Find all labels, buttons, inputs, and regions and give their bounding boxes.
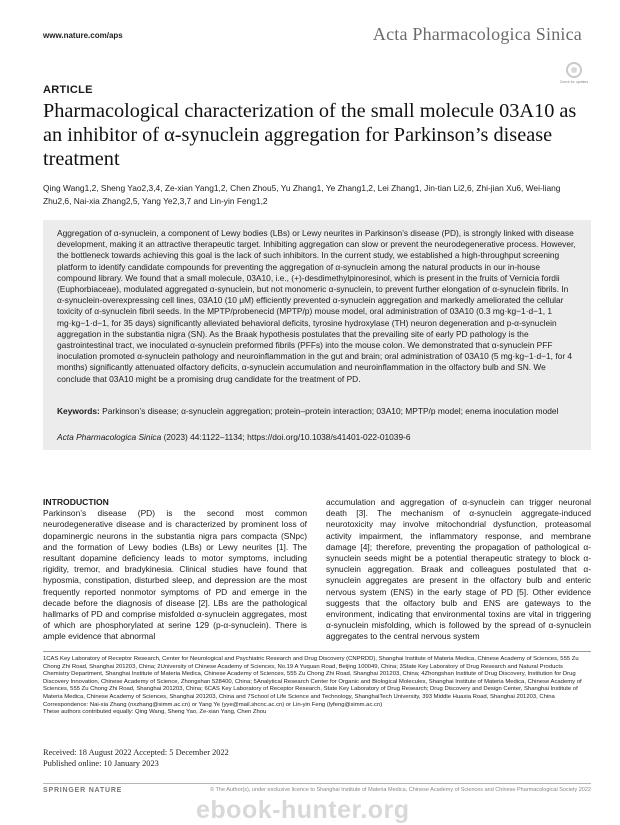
body-left-column bbox=[43, 497, 307, 643]
site-url[interactable]: www.nature.com/aps bbox=[43, 31, 123, 40]
citation-journal: Acta Pharmacologica Sinica bbox=[57, 432, 162, 442]
check-for-updates-label: Check for updates bbox=[559, 80, 589, 84]
abstract-text: Aggregation of α-synuclein, a component of Lewy bodies (LBs) or Lewy neurites in Parkinson’s disease (PD), is strongly linked with disease development, making it an attractive therapeutic target. Inhibiting aggregation can slow or prevent the neurodegenerative process. However, the bottleneck towards achieving this goal is the lack of such inhibitors. In the current study, we established a high-throughput screening platform to identify candidate compounds for preventing the aggregation of α-synuclein among the natural products in our in-house compound library. We found that a small molecule, 03A10, i.e., (+)-desdimethylpinoresinol, which is present in the fruits of Vernicia fordii (Euphorbiaceae), modulated aggregated α-synuclein, but not monomeric α-synuclein, to prevent further elongation of α-synuclein fibrils. In α-synuclein-overexpressing cell lines, 03A10 (10 μM) efficiently prevented α-synuclein aggregation and markedly ameliorated the cellular toxicity of α-synuclein fibril seeds. In the MPTP/probenecid (MPTP/p) mouse model, oral administration of 03A10 (0.3 mg·kg−1·d−1, 1 mg·kg−1·d−1, for 35 days) significantly alleviated behavioral deficits, tyrosine hydroxylase (TH) neuron degeneration and p-α-synuclein aggregation in the substantia nigra (SN). As the Braak hypothesis postulates that the prevailing site of early PD pathology is the gastrointestinal tract, we inoculated α-synuclein preformed fibrils (PFFs) into the mouse colon. We demonstrated that α-synuclein PFF inoculation promoted α-synuclein pathology and neuroinflammation in the gut and brain; oral administration of 03A10 (5 mg·kg−1·d−1, for 4 months) significantly attenuated olfactory deficits, α-synuclein accumulation and neuroinflammation in the olfactory bulb and SN. We conclude that 03A10 might be a promising drug candidate for the treatment of PD. bbox=[57, 228, 576, 384]
intro-text-left: Parkinson’s disease (PD) is the second most common neurodegenerative disease and is characterized by prominent loss of dopaminergic neurons in the substantia nigra pars compacta (SNpc) and the formation of Lewy bodies (LBs) or Lewy neurites [1]. The resultant dopamine deficiency leads to motor symptoms, including rigidity, tremor, and bradykinesia. Clinical studies have found that hyposmia, constipation, disturbed sleep, and depression are the most frequently reported nonmotor symptoms of PD and emerge in the decade before the diagnosis of disease [2]. LBs are the pathological hallmarks of PD and comprise misfolded α-synuclein aggregates, most of which are phosphorylated at serine 129 (p-α-synuclein). There is ample evidence that abnormal bbox=[43, 508, 307, 642]
publication-dates bbox=[43, 748, 229, 769]
intro-heading: INTRODUCTION bbox=[43, 497, 109, 507]
citation bbox=[57, 432, 579, 442]
article-title: Pharmacological characterization of the small molecule 03A10 as an inhibitor of α-synuclein aggregation for Parkinson’s disease treatment bbox=[43, 100, 577, 170]
article-type-label: ARTICLE bbox=[43, 84, 93, 96]
intro-text-right: accumulation and aggregation of α-synuclein can trigger neuronal death [3]. The mechanism of α-synuclein aggregate-induced neurotoxicity may involve mitochondrial dysfunction, proteasomal activity impairment, the inflammatory response, and membrane damage [4]; therefore, preventing the propagation of pathological α-synuclein seeds might be a potential therapeutic strategy to block α-synuclein aggregation. Braak and colleagues postulated that α-synuclein aggregates are present in the olfactory bulb and enteric nervous system (ENS) in the early stage of PD [5]. Other evidence suggests that the olfactory bulb and ENS are gateways to the environment, indicating that environmental toxins are vital in triggering α-synuclein misfolding, which is followed by the spread of α-synuclein aggregates to the central nervous system bbox=[326, 497, 591, 642]
keywords-list: Parkinson’s disease; α-synuclein aggregation; protein–protein interaction; 03A10; MPTP/p model; enema inoculation model bbox=[102, 406, 559, 416]
received-accepted: Received: 18 August 2022 Accepted: 5 December 2022 bbox=[43, 748, 229, 757]
copyright: © The Author(s), under exclusive licence to Shanghai Institute of Materia Medica, Chinese Academy of Sciences and Chinese Pharmacological Society 2022 bbox=[210, 787, 591, 793]
equal-contribution: These authors contributed equally: Qing Wang, Sheng Yao, Ze-xian Yang, Chen Zhou bbox=[43, 709, 267, 716]
keywords bbox=[57, 406, 579, 418]
publisher-logo: SPRINGER NATURE bbox=[43, 787, 123, 794]
watermark: ebook-hunter.org bbox=[196, 796, 410, 824]
published-online: Published online: 10 January 2023 bbox=[43, 758, 159, 768]
citation-details[interactable]: (2023) 44:1122–1134; https://doi.org/10.1038/s41401-022-01039-6 bbox=[161, 432, 411, 442]
affiliations bbox=[43, 656, 591, 717]
keywords-label: Keywords: bbox=[57, 406, 100, 416]
correspondence: Correspondence: Nai-xia Zhang (nxzhang@simm.ac.cn) or Yang Ye (yye@mail.shcnc.ac.cn) or Lin-yin Feng (lyfeng@simm.ac.cn) bbox=[43, 701, 383, 708]
footnote-divider bbox=[43, 651, 591, 652]
journal-name: Acta Pharmacologica Sinica bbox=[372, 24, 582, 44]
check-for-updates-icon[interactable] bbox=[566, 62, 582, 78]
body-right-column bbox=[326, 497, 591, 643]
affiliation-list: 1CAS Key Laboratory of Receptor Research, Center for Neurological and Psychiatric Research and Drug Discovery (CNPRDD), Shanghai Institute of Materia Medica, Chinese Academy of Sciences, 555 Zu Chong Zhi Road, Shanghai 201203, China; 2University of Chinese Academy of Sciences, No.19 A Yuquan Road, Beijing 100049, China; 3State Key Laboratory of Drug Research and Natural Products Chemistry Department, Shanghai Institute of Materia Medica, Chinese Academy of Sciences, 555 Zu Chong Zhi Road, Shanghai 201203, China; 4Zhongshan Institute of Drug Discovery, Institution for Drug Discovery Innovation, Chinese Academy of Science, Zhongshan 528400, China; 5Analytical Research Center for Organic and Biological Molecules, Shanghai Institute of Materia Medica, Chinese Academy of Sciences, 555 Zu Chong Zhi Road, Shanghai 201203, China; 6CAS Key Laboratory of Receptor Research, State Key Laboratory of Drug Research; Drug Discovery and Design Center, Shanghai Institute of Materia Medica, Chinese Academy of Sciences, Shanghai 201203, China and 7School of Life Science and Technology, ShanghaiTech University, 393 Middle Huaxia Road, Shanghai 201203, China bbox=[43, 656, 582, 700]
footer-divider bbox=[43, 783, 591, 784]
author-list: Qing Wang1,2, Sheng Yao2,3,4, Ze-xian Yang1,2, Chen Zhou5, Yu Zhang1, Ye Zhang1,2, Lei Zhang1, Jin-tian Li2,6, Zhi-jian Xu6, Wei-liang Zhu2,6, Nai-xia Zhang2,5, Yang Ye2,3,7 and Lin-yin Feng1,2 bbox=[43, 183, 561, 206]
